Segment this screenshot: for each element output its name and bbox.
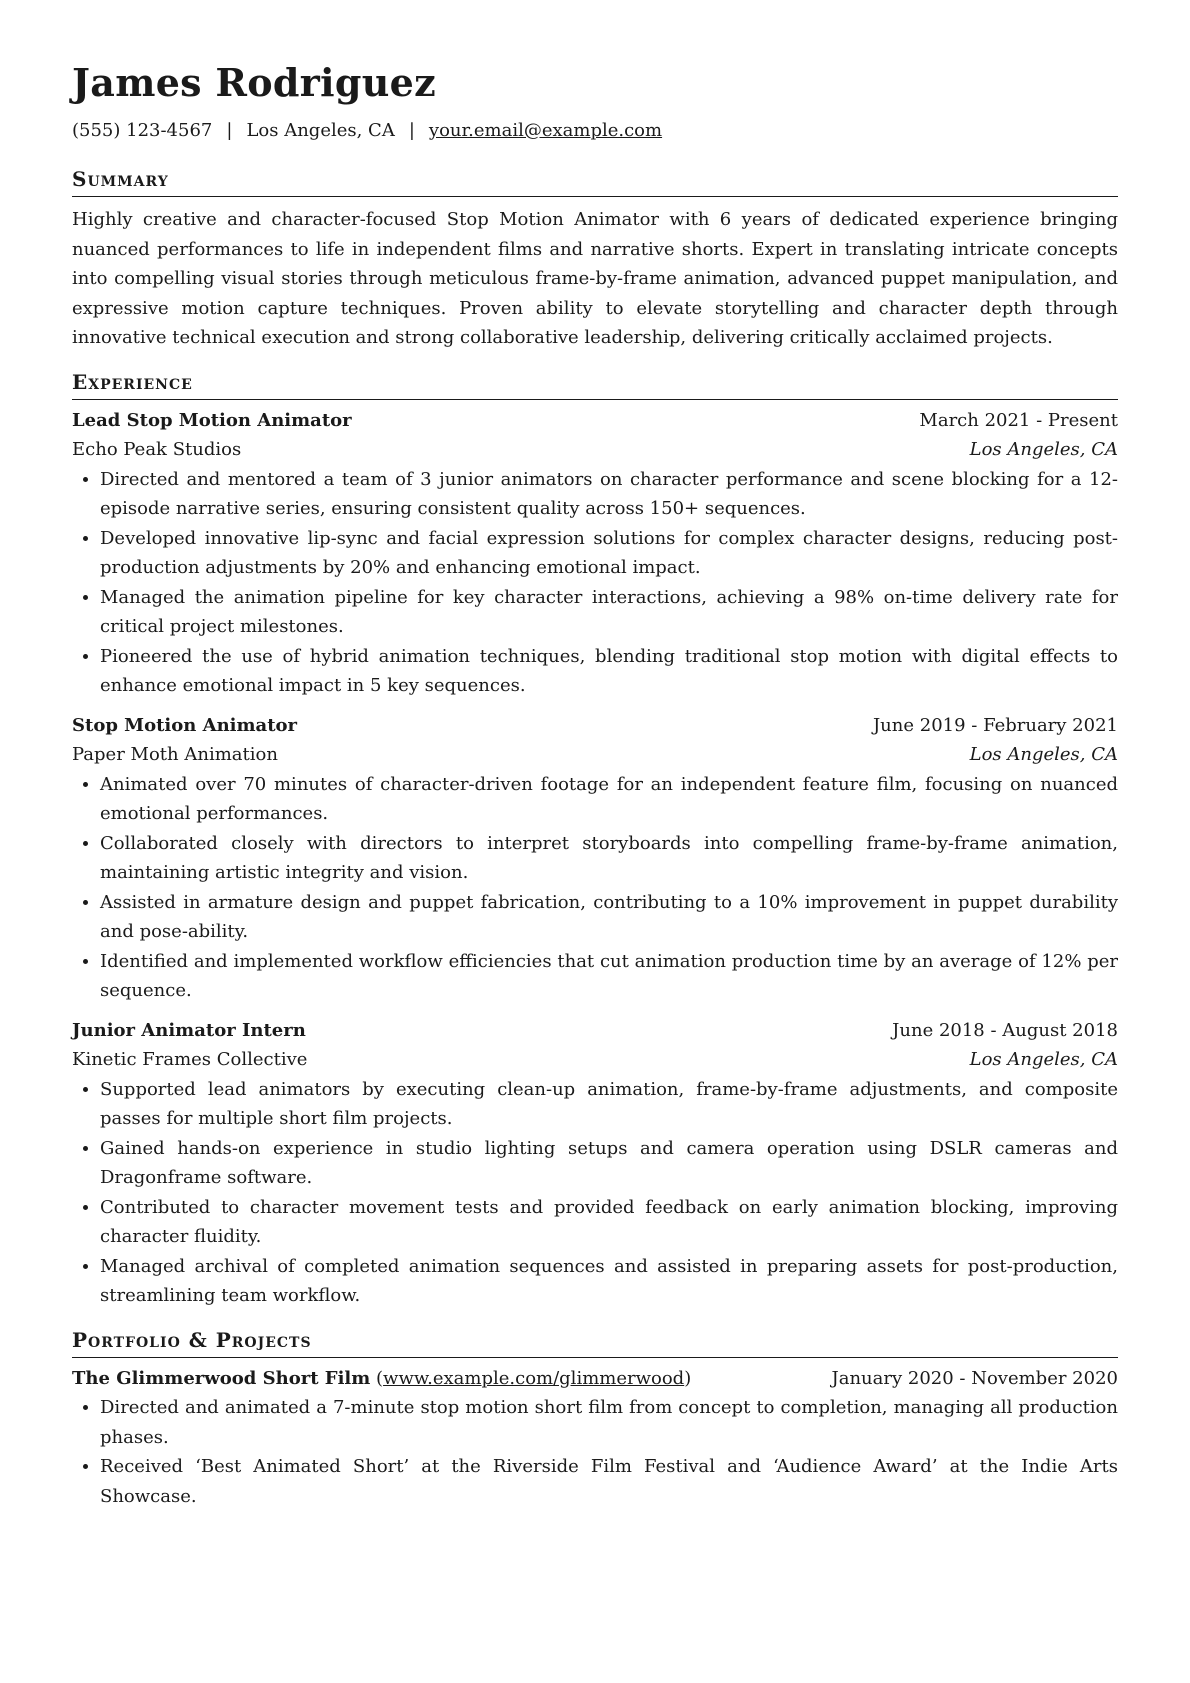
- job-entry: [72, 406, 1118, 701]
- company-name: Echo Peak Studios: [72, 439, 242, 460]
- job-bullet: • Directed and mentored a team of 3 junior animators on character performance and scene blocking for a 12-episode narrative series, ensuring consistent quality across 150+ sequences.: [100, 465, 1118, 524]
- job-bullet: • Managed the animation pipeline for key character interactions, achieving a 98% on-time delivery rate for critical project milestones.: [100, 583, 1118, 642]
- job-bullets: [72, 465, 1118, 701]
- job-bullet: • Contributed to character movement tests and provided feedback on early animation blocking, improving character fluidity.: [100, 1193, 1118, 1252]
- job-header-row: [72, 711, 1118, 741]
- project-title: The Glimmerwood Short Film: [72, 1367, 371, 1389]
- job-bullet: • Pioneered the use of hybrid animation techniques, blending traditional stop motion with digital effects to enhance emotional impact in 5 key sequences.: [100, 642, 1118, 701]
- job-bullet: • Identified and implemented workflow efficiencies that cut animation production time by an average of 12% per sequence.: [100, 947, 1118, 1006]
- job-entry: [72, 711, 1118, 1006]
- job-bullet: • Assisted in armature design and puppet fabrication, contributing to a 10% improvement in puppet durability and pose-ability.: [100, 888, 1118, 947]
- job-bullets: [72, 1075, 1118, 1311]
- job-entry: [72, 1016, 1118, 1311]
- job-header-row: [72, 406, 1118, 436]
- job-location: Los Angeles, CA: [969, 439, 1118, 460]
- job-bullet: • Animated over 70 minutes of character-driven footage for an independent feature film, focusing on nuanced emotional performances.: [100, 770, 1118, 829]
- location: Los Angeles, CA: [246, 120, 395, 141]
- phone-number: (555) 123-4567: [72, 120, 213, 141]
- job-location: Los Angeles, CA: [969, 1049, 1118, 1070]
- experience-list: [72, 406, 1118, 1311]
- project-dates: January 2020 - November 2020: [831, 1367, 1118, 1389]
- job-bullet: • Collaborated closely with directors to interpret storyboards into compelling frame-by-frame animation, maintaining artistic integrity and vision.: [100, 829, 1118, 888]
- project-title-group: The Glimmerwood Short Film (www.example.com/glimmerwood): [72, 1367, 692, 1389]
- email-link[interactable]: your.email@example.com: [428, 120, 663, 141]
- summary-heading: Summary: [72, 164, 1118, 197]
- job-header-row: [72, 1016, 1118, 1046]
- contact-separator: |: [226, 120, 233, 141]
- project-bullets: [72, 1393, 1118, 1511]
- project-bullet: • Directed and animated a 7-minute stop motion short film from concept to completion, managing all production phases.: [100, 1393, 1118, 1452]
- job-company-row: [72, 740, 1118, 770]
- candidate-name: James Rodriguez: [72, 60, 437, 105]
- job-bullets: [72, 770, 1118, 1006]
- project-header-row: [72, 1364, 1118, 1394]
- project-list: [72, 1364, 1118, 1512]
- experience-heading: Experience: [72, 367, 1118, 400]
- job-bullet: • Gained hands-on experience in studio lighting setups and camera operation using DSLR cameras and Dragonframe software.: [100, 1134, 1118, 1193]
- job-company-row: [72, 1045, 1118, 1075]
- job-bullet: • Supported lead animators by executing clean-up animation, frame-by-frame adjustments, and composite passes for multiple short film projects.: [100, 1075, 1118, 1134]
- job-title: Stop Motion Animator: [72, 714, 298, 736]
- job-bullet: • Managed archival of completed animation sequences and assisted in preparing assets for post-production, streamlining team workflow.: [100, 1252, 1118, 1311]
- job-title: Lead Stop Motion Animator: [72, 409, 352, 431]
- job-title: Junior Animator Intern: [72, 1019, 306, 1041]
- job-dates: June 2018 - August 2018: [892, 1019, 1118, 1041]
- contact-separator: |: [408, 120, 415, 141]
- job-location: Los Angeles, CA: [969, 744, 1118, 765]
- company-name: Kinetic Frames Collective: [72, 1049, 308, 1070]
- summary-text: Highly creative and character-focused Stop Motion Animator with 6 years of dedicated experience bringing nuanced performances to life in independent films and narrative shorts. Expert in translating intricate concepts into compelling visual stories through meticulous frame-by-frame animation, advanced puppet manipulation, and expressive motion capture techniques. Proven ability to elevate storytelling and character depth through innovative technical execution and strong collaborative leadership, delivering critically acclaimed projects.: [72, 209, 1118, 348]
- project-entry: [72, 1364, 1118, 1512]
- job-dates: June 2019 - February 2021: [872, 714, 1118, 736]
- company-name: Paper Moth Animation: [72, 744, 278, 765]
- contact-line: [72, 118, 1118, 144]
- job-bullet: • Developed innovative lip-sync and facial expression solutions for complex character designs, reducing post-production adjustments by 20% and enhancing emotional impact.: [100, 524, 1118, 583]
- job-dates: March 2021 - Present: [919, 409, 1118, 431]
- project-link[interactable]: www.example.com/glimmerwood: [383, 1367, 685, 1389]
- portfolio-heading: Portfolio & Projects: [72, 1325, 1118, 1358]
- project-bullet: • Received ‘Best Animated Short’ at the Riverside Film Festival and ‘Audience Award’ at the Indie Arts Showcase.: [100, 1452, 1118, 1511]
- job-company-row: [72, 435, 1118, 465]
